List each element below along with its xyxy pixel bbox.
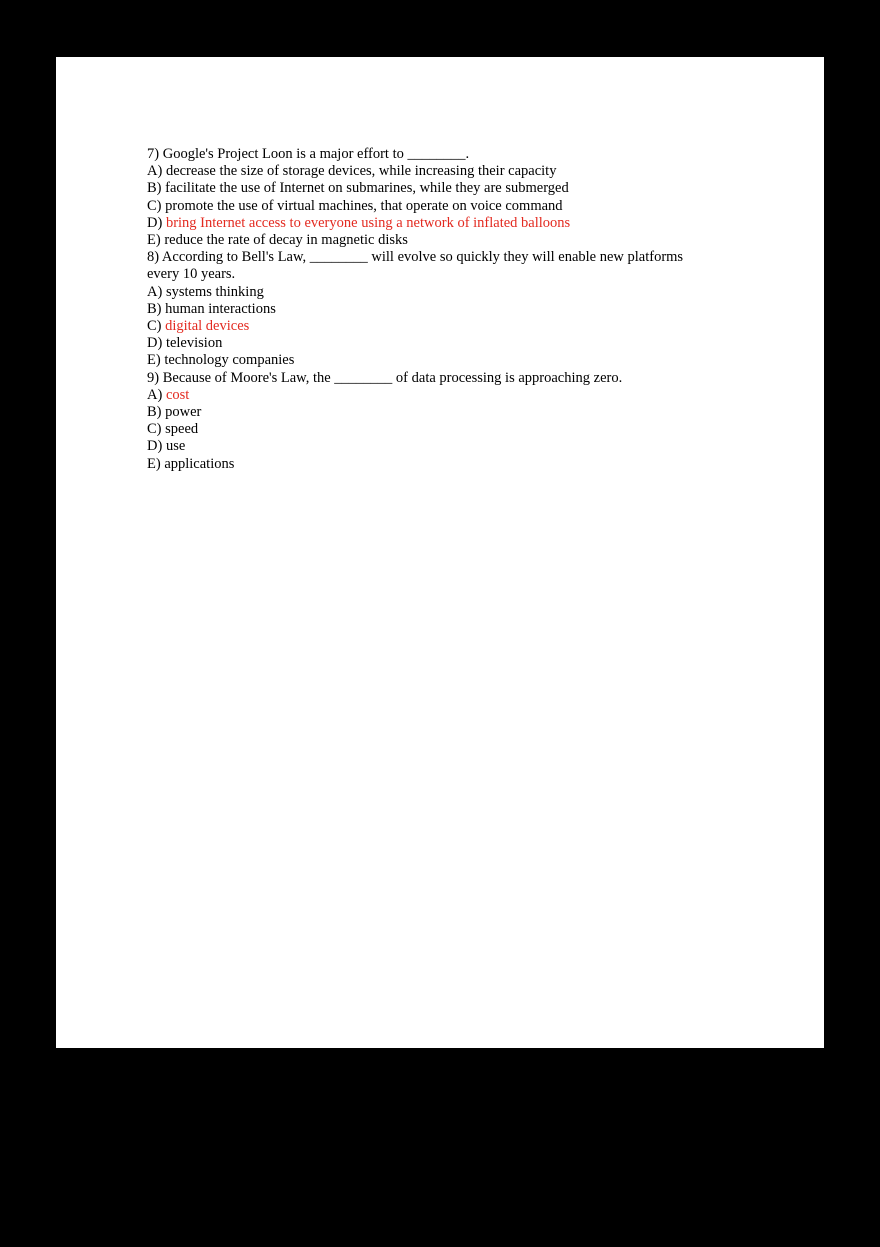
answer-option bbox=[147, 215, 739, 232]
question-stem-text: Because of Moore's Law, the ________ of data processing is approaching zero. bbox=[162, 369, 623, 386]
question-stem-text: According to Bell's Law, ________ will evolve so quickly they will enable new platforms bbox=[161, 249, 684, 266]
question-number: 8) bbox=[147, 249, 160, 266]
question-block bbox=[147, 249, 739, 369]
question-stem-continuation: every 10 years. bbox=[147, 266, 236, 283]
question-stem bbox=[147, 370, 739, 387]
option-text: promote the use of virtual machines, that operate on voice command bbox=[165, 197, 563, 214]
option-letter: E) bbox=[147, 232, 161, 249]
answer-option bbox=[147, 198, 739, 215]
answer-option bbox=[147, 301, 739, 318]
option-letter: D) bbox=[147, 438, 163, 455]
question-block bbox=[147, 370, 739, 473]
answer-option bbox=[147, 318, 739, 335]
question-block bbox=[147, 146, 739, 249]
option-text: human interactions bbox=[165, 300, 276, 317]
option-text: reduce the rate of decay in magnetic disks bbox=[164, 232, 408, 249]
option-letter: A) bbox=[147, 163, 163, 180]
option-letter: E) bbox=[147, 352, 161, 369]
option-text: applications bbox=[164, 455, 235, 472]
questions-list bbox=[147, 146, 739, 473]
option-letter: B) bbox=[147, 180, 162, 197]
option-text: decrease the size of storage devices, while increasing their capacity bbox=[165, 163, 557, 180]
option-letter: B) bbox=[147, 300, 162, 317]
option-text-correct-answer: cost bbox=[165, 386, 190, 403]
option-text: technology companies bbox=[164, 352, 295, 369]
answer-option bbox=[147, 404, 739, 421]
option-text-correct-answer: bring Internet access to everyone using a network of inflated balloons bbox=[165, 214, 571, 231]
document-page bbox=[56, 57, 824, 1048]
option-text: systems thinking bbox=[165, 283, 264, 300]
option-text: television bbox=[165, 335, 223, 352]
option-text: use bbox=[165, 438, 186, 455]
question-stem bbox=[147, 249, 739, 266]
answer-option bbox=[147, 180, 739, 197]
answer-option bbox=[147, 352, 739, 369]
option-letter: B) bbox=[147, 404, 162, 421]
option-letter: A) bbox=[147, 386, 163, 403]
option-text: power bbox=[165, 404, 202, 421]
answer-option bbox=[147, 456, 739, 473]
option-letter: C) bbox=[147, 197, 162, 214]
answer-option bbox=[147, 387, 739, 404]
question-number: 9) bbox=[147, 369, 160, 386]
option-text: speed bbox=[165, 421, 199, 438]
option-text-correct-answer: digital devices bbox=[165, 318, 250, 335]
question-number: 7) bbox=[147, 146, 160, 162]
answer-option bbox=[147, 232, 739, 249]
answer-option bbox=[147, 284, 739, 301]
answer-option bbox=[147, 163, 739, 180]
option-letter: A) bbox=[147, 283, 163, 300]
answer-option bbox=[147, 335, 739, 352]
option-letter: C) bbox=[147, 318, 162, 335]
option-letter: D) bbox=[147, 214, 163, 231]
option-text: facilitate the use of Internet on submarines, while they are submerged bbox=[165, 180, 569, 197]
question-stem-text: Google's Project Loon is a major effort to ________. bbox=[162, 146, 470, 162]
option-letter: C) bbox=[147, 421, 162, 438]
option-letter: D) bbox=[147, 335, 163, 352]
answer-option bbox=[147, 438, 739, 455]
option-letter: E) bbox=[147, 455, 161, 472]
answer-option bbox=[147, 421, 739, 438]
question-stem bbox=[147, 146, 739, 163]
